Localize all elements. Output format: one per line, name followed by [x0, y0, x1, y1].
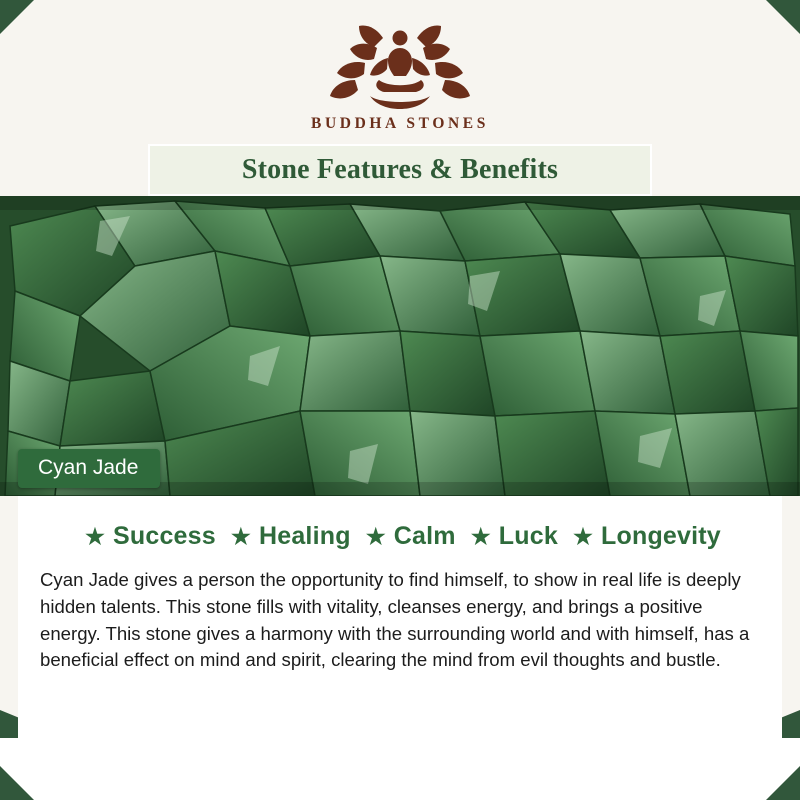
star-icon: ★ [573, 524, 594, 549]
keyword-calm: Calm [393, 522, 456, 550]
corner-accent-bottom-right [766, 766, 800, 800]
stone-name-badge: Cyan Jade [18, 449, 160, 488]
footer-background [0, 738, 800, 800]
keyword-luck: Luck [498, 522, 558, 550]
section-title-banner [148, 144, 652, 196]
keyword-success: Success [113, 522, 216, 550]
stone-photo [0, 196, 800, 496]
star-icon: ★ [365, 524, 386, 549]
star-icon: ★ [231, 524, 251, 549]
star-icon: ★ [85, 524, 105, 549]
page-title: Stone Features & Benefits [241, 154, 559, 185]
keyword-longevity: Longevity [601, 522, 721, 550]
brand-name: BUDDHA STONES [311, 115, 489, 132]
brand-logo-block [0, 18, 800, 133]
keyword-healing: Healing [258, 522, 351, 550]
description-text: Cyan Jade gives a person the opportunity to find himself, to show in real life is deeply hidden talents. This stone fills with vitality, cleanses energy, and brings a positive energy. This stone gives a harmony with the surrounding world and with himself, has a beneficial effect on mind and spirit, clearing the mind from evil thoughts and bustle. [40, 569, 750, 671]
star-icon: ★ [470, 524, 491, 549]
lotus-meditation-figure-icon [315, 18, 485, 113]
corner-accent-bottom-left [0, 766, 34, 800]
keyword-list [40, 522, 760, 551]
benefits-panel [18, 496, 782, 742]
